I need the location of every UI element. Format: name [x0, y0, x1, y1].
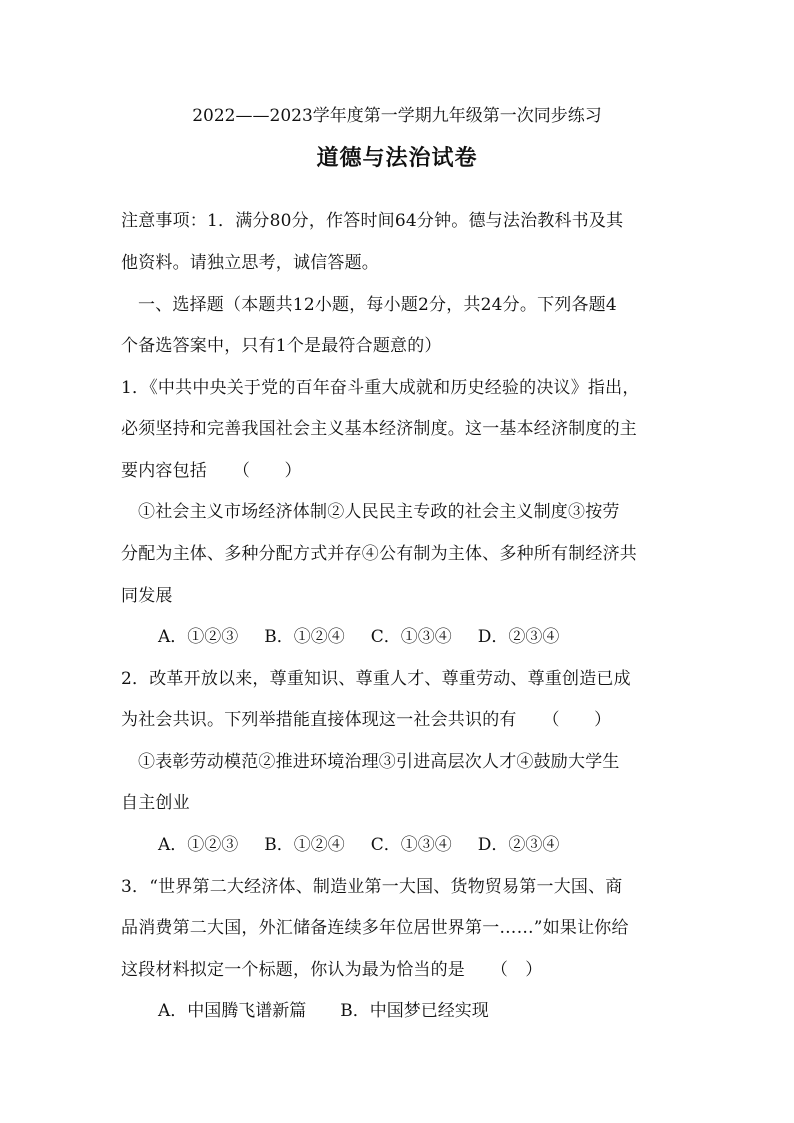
option-d: D．②③④ [477, 835, 560, 855]
section-heading: 个备选答案中，只有1个是最符合题意的） [121, 336, 442, 356]
answer-options [158, 626, 559, 648]
question-statement: 分配为主体、多种分配方式并存④公有制为主体、多种所有制经济共 [121, 544, 637, 564]
question-text: 品消费第二大国，外汇储备连续多年位居世界第一……”如果让你给 [121, 918, 629, 938]
option-d: D．②③④ [477, 627, 560, 647]
question-statement: 同发展 [121, 586, 173, 606]
option-a: A．中国腾飞谱新篇 [158, 1001, 307, 1021]
exam-subject-title: 道德与法治试卷 [316, 145, 478, 171]
question-text: 必须坚持和完善我国社会主义基本经济制度。这一基本经济制度的主 [121, 419, 637, 439]
question-statement: ①表彰劳动模范②推进环境治理③引进高层次人才④鼓励大学生 [138, 752, 620, 772]
question-text: 要内容包括 （ ） [121, 461, 302, 481]
question-statement: 自主创业 [121, 793, 190, 813]
section-heading: 一、选择题（本题共12小题，每小题2分，共24分。下列各题4 [138, 295, 617, 315]
question-text: 为社会共识。下列举措能直接体现这一社会共识的有 （ ） [121, 710, 612, 730]
answer-options [158, 834, 559, 856]
notice-line: 注意事项：1．满分80分，作答时间64分钟。德与法治教科书及其 [121, 211, 624, 231]
answer-options [158, 1000, 489, 1022]
question-text: 这段材料拟定一个标题，你认为最为恰当的是 （ ） [121, 960, 543, 980]
option-b: B．①②④ [264, 835, 345, 855]
option-b: B．①②④ [264, 627, 345, 647]
question-text: 1．《中共中央关于党的百年奋斗重大成就和历史经验的决议》指出， [121, 378, 640, 398]
question-statement: ①社会主义市场经济体制②人民民主专政的社会主义制度③按劳 [138, 502, 620, 522]
question-text: 2．改革开放以来，尊重知识、尊重人才、尊重劳动、尊重创造已成 [121, 669, 631, 689]
option-a: A．①②③ [158, 627, 239, 647]
option-a: A．①②③ [158, 835, 239, 855]
notice-line: 他资料。请独立思考，诚信答题。 [121, 253, 379, 273]
exam-title: 2022——2023学年度第一学期九年级第一次同步练习 [192, 106, 602, 126]
question-text: 3．“世界第二大经济体、制造业第一大国、货物贸易第一大国、商 [121, 877, 623, 897]
option-b: B．中国梦已经实现 [340, 1001, 489, 1021]
option-c: C．①③④ [370, 835, 452, 855]
option-c: C．①③④ [370, 627, 452, 647]
